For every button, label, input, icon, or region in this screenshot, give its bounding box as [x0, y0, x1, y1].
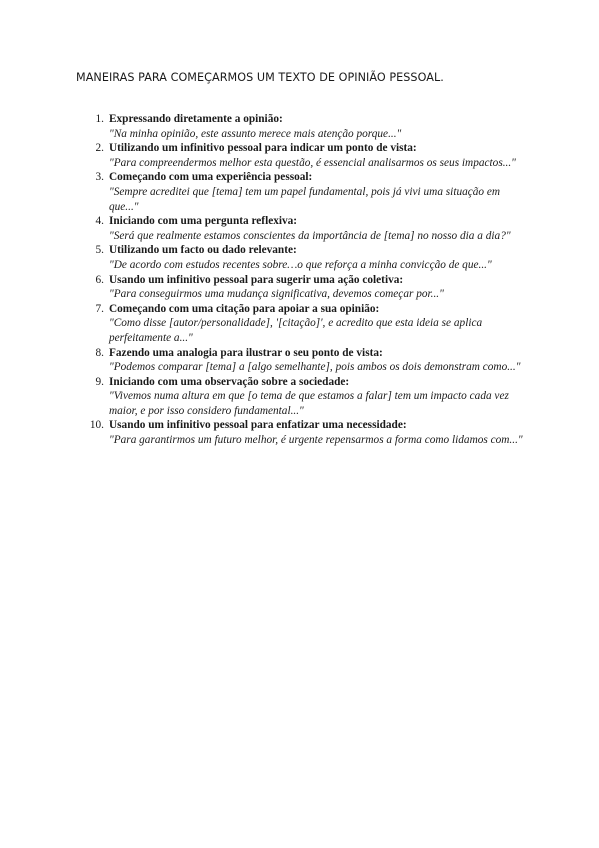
item-number: 7.: [95, 302, 104, 315]
item-number: 3.: [95, 171, 104, 184]
item-number: 6.: [95, 273, 104, 286]
item-heading: Utilizando um facto ou dado relevante:: [109, 244, 297, 257]
list-item: [86, 375, 526, 419]
item-number: 5.: [95, 244, 104, 257]
document-title: MANEIRAS PARA COMEÇARMOS UM TEXTO DE OPINIÃO PESSOAL.: [76, 71, 444, 84]
item-example: "Vivemos numa altura em que [o tema de que estamos a falar] tem um impacto cada vez maior, e por isso considero fundamental...": [109, 390, 509, 417]
item-heading: Começando com uma experiência pessoal:: [109, 171, 313, 184]
item-number: 9.: [95, 375, 104, 388]
list-item: [86, 302, 526, 346]
item-number: 1.: [95, 113, 104, 125]
list-item: [86, 346, 526, 375]
list-item: [86, 243, 526, 272]
list-item: [86, 170, 526, 214]
item-number: 2.: [95, 142, 104, 155]
item-example: "De acordo com estudos recentes sobre…o que reforça a minha convicção de que...": [109, 258, 492, 271]
item-example: "Podemos comparar [tema] a [algo semelhante], pois ambos os dois demonstram como...": [109, 361, 521, 374]
item-heading: Utilizando um infinitivo pessoal para indicar um ponto de vista:: [109, 142, 417, 155]
item-example: "Para garantirmos um futuro melhor, é urgente repensarmos a forma como lidamos com...": [109, 434, 523, 447]
item-example: "Para compreendermos melhor esta questão, é essencial analisarmos os seus impactos...": [109, 156, 516, 169]
item-heading: Usando um infinitivo pessoal para enfatizar uma necessidade:: [109, 419, 407, 432]
item-heading: Fazendo uma analogia para ilustrar o seu ponto de vista:: [109, 346, 383, 359]
list-item: [86, 273, 526, 302]
item-number: 4.: [95, 215, 104, 228]
item-example: "Na minha opinião, este assunto merece mais atenção porque...": [109, 127, 402, 140]
item-number: 10.: [89, 419, 104, 432]
item-heading: Começando com uma citação para apoiar a sua opinião:: [109, 302, 380, 315]
item-example: "Será que realmente estamos conscientes da importância de [tema] no nosso dia a dia?": [109, 229, 511, 242]
list-item: [86, 214, 526, 243]
list-item: [86, 112, 526, 141]
item-heading: Expressando diretamente a opinião:: [109, 113, 283, 125]
item-heading: Iniciando com uma observação sobre a sociedade:: [109, 375, 350, 388]
item-example: "Para conseguirmos uma mudança significativa, devemos começar por...": [109, 288, 444, 301]
item-heading: Iniciando com uma pergunta reflexiva:: [109, 215, 298, 228]
opinion-list: [86, 112, 526, 448]
list-item: [86, 418, 526, 447]
item-example: "Sempre acreditei que [tema] tem um papel fundamental, pois já vivi uma situação em que...": [109, 185, 501, 213]
list-item: [86, 141, 526, 170]
item-heading: Usando um infinitivo pessoal para sugerir uma ação coletiva:: [109, 273, 404, 286]
item-number: 8.: [95, 346, 104, 359]
item-example: "Como disse [autor/personalidade], '[citação]', e acredito que esta ideia se aplica perfeitamente a...": [109, 317, 483, 344]
